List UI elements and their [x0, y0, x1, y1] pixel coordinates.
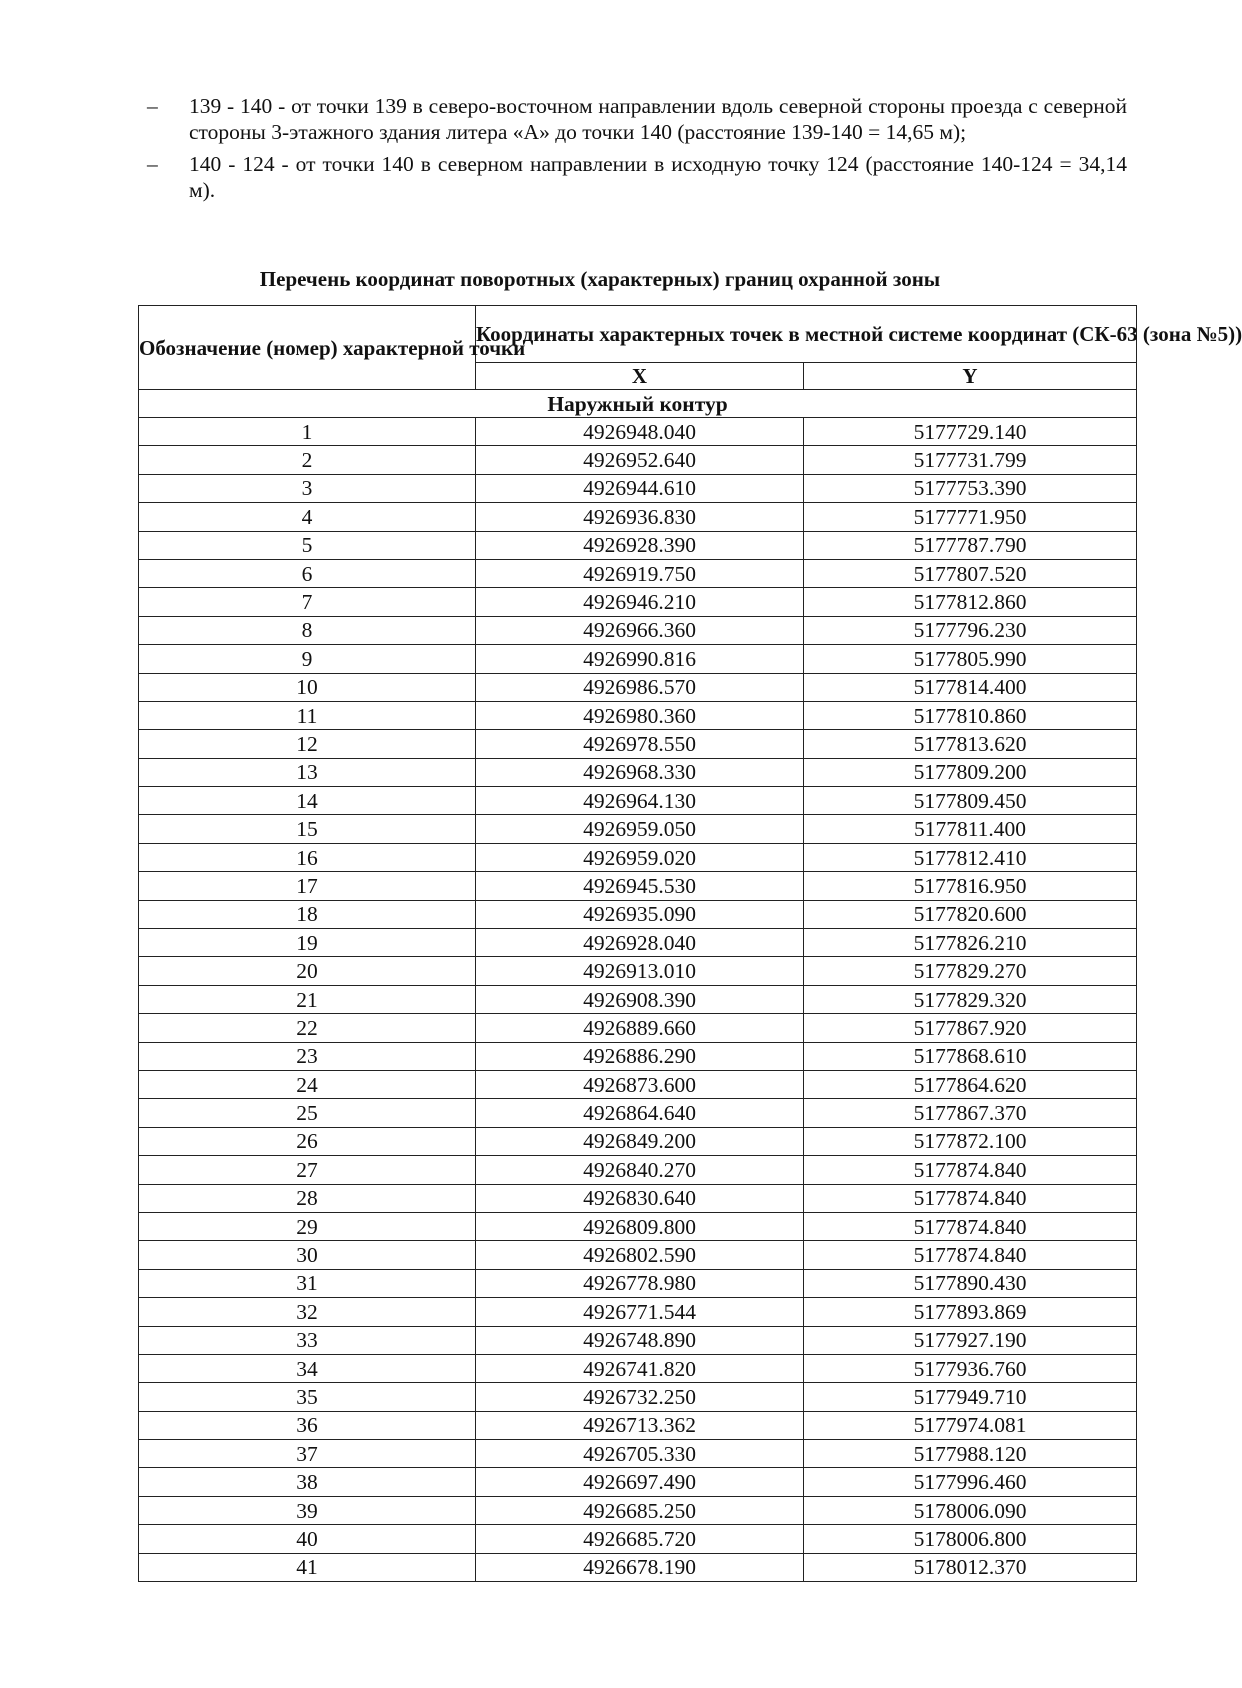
x-coordinate-cell: 4926748.890: [476, 1326, 804, 1354]
y-coordinate-cell: 5177771.950: [804, 503, 1137, 531]
table-row: [139, 1070, 1137, 1098]
x-coordinate-cell: 4926913.010: [476, 957, 804, 985]
section-label: Наружный контур: [139, 390, 1137, 418]
table-row: [139, 1241, 1137, 1269]
x-coordinate-cell: 4926908.390: [476, 985, 804, 1013]
table-title: Перечень координат поворотных (характерных) границ охранной зоны: [259, 267, 941, 291]
table-row: [139, 1099, 1137, 1127]
point-number-cell: 31: [139, 1269, 476, 1297]
y-coordinate-cell: 5177826.210: [804, 929, 1137, 957]
table-row: [139, 1553, 1137, 1581]
point-number-cell: 22: [139, 1014, 476, 1042]
point-number-cell: 27: [139, 1156, 476, 1184]
y-coordinate-cell: 5177893.869: [804, 1298, 1137, 1326]
point-number-cell: 1: [139, 418, 476, 446]
point-number-cell: 11: [139, 701, 476, 729]
point-number-cell: 7: [139, 588, 476, 616]
table-row: [139, 616, 1137, 644]
point-number-cell: 37: [139, 1440, 476, 1468]
table-row: [139, 872, 1137, 900]
y-coordinate-cell: 5177813.620: [804, 730, 1137, 758]
y-coordinate-cell: 5177796.230: [804, 616, 1137, 644]
point-number-cell: 28: [139, 1184, 476, 1212]
point-number-cell: 26: [139, 1127, 476, 1155]
bullet-paragraph: [147, 151, 1127, 203]
point-number-cell: 5: [139, 531, 476, 559]
table-row: [139, 787, 1137, 815]
point-number-cell: 33: [139, 1326, 476, 1354]
x-coordinate-cell: 4926945.530: [476, 872, 804, 900]
table-row: [139, 985, 1137, 1013]
table-row: [139, 929, 1137, 957]
x-coordinate-cell: 4926959.020: [476, 843, 804, 871]
table-row: [139, 1212, 1137, 1240]
point-number-cell: 34: [139, 1354, 476, 1382]
table-row: [139, 843, 1137, 871]
x-coordinate-cell: 4926919.750: [476, 559, 804, 587]
y-coordinate-cell: 5177829.270: [804, 957, 1137, 985]
point-number-cell: 20: [139, 957, 476, 985]
table-row: [139, 1127, 1137, 1155]
bullet-paragraph: [147, 93, 1127, 145]
y-coordinate-cell: 5177731.799: [804, 446, 1137, 474]
x-coordinate-cell: 4926864.640: [476, 1099, 804, 1127]
x-coordinate-cell: 4926732.250: [476, 1383, 804, 1411]
point-number-cell: 18: [139, 900, 476, 928]
x-coordinate-cell: 4926840.270: [476, 1156, 804, 1184]
y-coordinate-cell: 5177874.840: [804, 1184, 1137, 1212]
y-coordinate-cell: 5177864.620: [804, 1070, 1137, 1098]
table-row: [139, 758, 1137, 786]
table-row: [139, 645, 1137, 673]
point-number-cell: 12: [139, 730, 476, 758]
x-coordinate-cell: 4926802.590: [476, 1241, 804, 1269]
x-coordinate-cell: 4926713.362: [476, 1411, 804, 1439]
y-coordinate-cell: 5177874.840: [804, 1241, 1137, 1269]
y-coordinate-cell: 5177974.081: [804, 1411, 1137, 1439]
y-coordinate-cell: 5177996.460: [804, 1468, 1137, 1496]
point-number-cell: 19: [139, 929, 476, 957]
point-number-cell: 16: [139, 843, 476, 871]
y-coordinate-cell: 5177787.790: [804, 531, 1137, 559]
header-point-number: Обозначение (номер) характерной точки: [139, 306, 476, 390]
x-coordinate-cell: 4926678.190: [476, 1553, 804, 1581]
coordinates-table: [138, 305, 1242, 1582]
table-row: [139, 815, 1137, 843]
y-coordinate-cell: 5177814.400: [804, 673, 1137, 701]
x-coordinate-cell: 4926936.830: [476, 503, 804, 531]
table-row: [139, 1468, 1137, 1496]
table-row: [139, 446, 1137, 474]
x-coordinate-cell: 4926952.640: [476, 446, 804, 474]
x-coordinate-cell: 4926889.660: [476, 1014, 804, 1042]
paragraph-text: 139 - 140 - от точки 139 в северо-восточном направлении вдоль северной стороны проезда с северной стороны 3-этажного здания литера «А» до точки 140 (расстояние 139-140 = 14,65 м);: [189, 94, 1127, 144]
point-number-cell: 39: [139, 1496, 476, 1524]
table-row: [139, 474, 1137, 502]
y-coordinate-cell: 5177872.100: [804, 1127, 1137, 1155]
x-coordinate-cell: 4926928.390: [476, 531, 804, 559]
x-coordinate-cell: 4926685.250: [476, 1496, 804, 1524]
point-number-cell: 41: [139, 1553, 476, 1581]
point-number-cell: 3: [139, 474, 476, 502]
bullet-dash: –: [147, 94, 158, 118]
point-number-cell: 35: [139, 1383, 476, 1411]
x-coordinate-cell: 4926830.640: [476, 1184, 804, 1212]
x-coordinate-cell: 4926946.210: [476, 588, 804, 616]
table-row: [139, 559, 1137, 587]
x-coordinate-cell: 4926741.820: [476, 1354, 804, 1382]
table-row: [139, 1298, 1137, 1326]
table-row: [139, 673, 1137, 701]
table-row: [139, 418, 1137, 446]
header-coordinates: Координаты характерных точек в местной системе координат (СК-63 (зона №5)): [476, 306, 1137, 363]
point-number-cell: 9: [139, 645, 476, 673]
y-coordinate-cell: 5177812.410: [804, 843, 1137, 871]
table-row: [139, 1042, 1137, 1070]
point-number-cell: 36: [139, 1411, 476, 1439]
bullet-dash: –: [147, 152, 158, 176]
table-row: [139, 1496, 1137, 1524]
x-coordinate-cell: 4926978.550: [476, 730, 804, 758]
point-number-cell: 4: [139, 503, 476, 531]
table-row: [139, 503, 1137, 531]
x-coordinate-cell: 4926968.330: [476, 758, 804, 786]
table-row: [139, 701, 1137, 729]
y-coordinate-cell: 5177949.710: [804, 1383, 1137, 1411]
x-coordinate-cell: 4926685.720: [476, 1525, 804, 1553]
point-number-cell: 29: [139, 1212, 476, 1240]
table-row: [139, 1383, 1137, 1411]
table-row: [139, 1440, 1137, 1468]
x-coordinate-cell: 4926980.360: [476, 701, 804, 729]
paragraph-text: 140 - 124 - от точки 140 в северном направлении в исходную точку 124 (расстояние 140-124 = 34,14 м).: [189, 152, 1127, 202]
point-number-cell: 14: [139, 787, 476, 815]
y-coordinate-cell: 5177874.840: [804, 1212, 1137, 1240]
point-number-cell: 24: [139, 1070, 476, 1098]
y-coordinate-cell: 5177820.600: [804, 900, 1137, 928]
table-row: [139, 1525, 1137, 1553]
point-number-cell: 23: [139, 1042, 476, 1070]
x-coordinate-cell: 4926990.816: [476, 645, 804, 673]
x-coordinate-cell: 4926873.600: [476, 1070, 804, 1098]
y-coordinate-cell: 5177936.760: [804, 1354, 1137, 1382]
point-number-cell: 2: [139, 446, 476, 474]
x-coordinate-cell: 4926778.980: [476, 1269, 804, 1297]
x-coordinate-cell: 4926849.200: [476, 1127, 804, 1155]
y-coordinate-cell: 5178006.090: [804, 1496, 1137, 1524]
x-coordinate-cell: 4926948.040: [476, 418, 804, 446]
x-coordinate-cell: 4926705.330: [476, 1440, 804, 1468]
x-coordinate-cell: 4926959.050: [476, 815, 804, 843]
x-coordinate-cell: 4926886.290: [476, 1042, 804, 1070]
y-coordinate-cell: 5177753.390: [804, 474, 1137, 502]
x-coordinate-cell: 4926697.490: [476, 1468, 804, 1496]
x-coordinate-cell: 4926809.800: [476, 1212, 804, 1240]
table-row: [139, 900, 1137, 928]
point-number-cell: 15: [139, 815, 476, 843]
header-y: Y: [804, 363, 1137, 390]
header-x: X: [476, 363, 804, 390]
table-row: [139, 957, 1137, 985]
y-coordinate-cell: 5177867.920: [804, 1014, 1137, 1042]
x-coordinate-cell: 4926935.090: [476, 900, 804, 928]
table-row: [139, 1326, 1137, 1354]
x-coordinate-cell: 4926944.610: [476, 474, 804, 502]
y-coordinate-cell: 5177810.860: [804, 701, 1137, 729]
y-coordinate-cell: 5177805.990: [804, 645, 1137, 673]
table-row: [139, 730, 1137, 758]
y-coordinate-cell: 5177809.200: [804, 758, 1137, 786]
point-number-cell: 30: [139, 1241, 476, 1269]
point-number-cell: 8: [139, 616, 476, 644]
table-row: [139, 1156, 1137, 1184]
table-row: [139, 1354, 1137, 1382]
y-coordinate-cell: 5177988.120: [804, 1440, 1137, 1468]
y-coordinate-cell: 5177868.610: [804, 1042, 1137, 1070]
y-coordinate-cell: 5177829.320: [804, 985, 1137, 1013]
y-coordinate-cell: 5178006.800: [804, 1525, 1137, 1553]
table-row: [139, 1269, 1137, 1297]
y-coordinate-cell: 5177809.450: [804, 787, 1137, 815]
point-number-cell: 13: [139, 758, 476, 786]
point-number-cell: 17: [139, 872, 476, 900]
table-row: [139, 1411, 1137, 1439]
point-number-cell: 38: [139, 1468, 476, 1496]
y-coordinate-cell: 5177729.140: [804, 418, 1137, 446]
y-coordinate-cell: 5177927.190: [804, 1326, 1137, 1354]
y-coordinate-cell: 5177807.520: [804, 559, 1137, 587]
point-number-cell: 25: [139, 1099, 476, 1127]
y-coordinate-cell: 5177811.400: [804, 815, 1137, 843]
y-coordinate-cell: 5177874.840: [804, 1156, 1137, 1184]
x-coordinate-cell: 4926966.360: [476, 616, 804, 644]
table-row: [139, 1184, 1137, 1212]
point-number-cell: 6: [139, 559, 476, 587]
x-coordinate-cell: 4926986.570: [476, 673, 804, 701]
x-coordinate-cell: 4926771.544: [476, 1298, 804, 1326]
point-number-cell: 21: [139, 985, 476, 1013]
bullet-list: [147, 93, 1127, 209]
y-coordinate-cell: 5177816.950: [804, 872, 1137, 900]
table-row: [139, 588, 1137, 616]
point-number-cell: 10: [139, 673, 476, 701]
point-number-cell: 40: [139, 1525, 476, 1553]
point-number-cell: 32: [139, 1298, 476, 1326]
y-coordinate-cell: 5177867.370: [804, 1099, 1137, 1127]
table-row: [139, 531, 1137, 559]
y-coordinate-cell: 5178012.370: [804, 1553, 1137, 1581]
y-coordinate-cell: 5177812.860: [804, 588, 1137, 616]
x-coordinate-cell: 4926928.040: [476, 929, 804, 957]
y-coordinate-cell: 5177890.430: [804, 1269, 1137, 1297]
x-coordinate-cell: 4926964.130: [476, 787, 804, 815]
table-row: [139, 1014, 1137, 1042]
